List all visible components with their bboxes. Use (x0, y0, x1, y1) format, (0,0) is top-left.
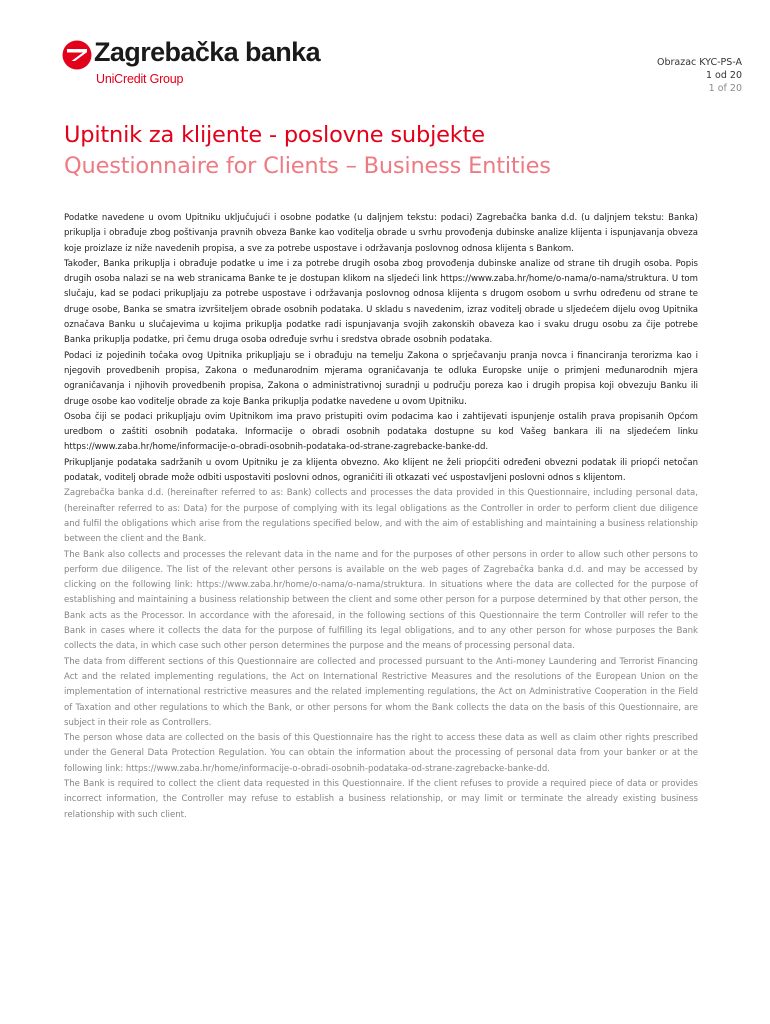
paragraph-en-2: The Bank also collects and processes the relevant data in the name and for the purposes of other persons in order to allow such other persons to perform due diligence. The list of the relevant other persons is available on the web pages of Zagrebačka banka d.d. and may be accessed by clicking on the following link: https://www.zaba.hr/home/o-nama/o-nama/struktura. In situations where the data are collected for the purpose of establishing and maintaining a business relationship between the client and some other person for a purpose determined by that other person, the Bank acts as the Processor. In accordance with the aforesaid, in the following sections of this Questionnaire the term Controller will refer to the Bank in cases where it collects the data for the purpose of fulfilling its legal obligations, and to any other person for whose purposes the Bank collects the data, in which case such other person determines the purpose and the means of processing personal data. (64, 549, 698, 652)
privacy-notice (64, 211, 698, 823)
page-number-hr: 1 od 20 (705, 70, 742, 81)
paragraph-hr-1: Podatke navedene u ovom Upitniku uključujući i osobne podatke (u daljnjem tekstu: podaci) Zagrebačka banka d.d. (u daljnjem tekstu: Banka) prikuplja i obrađuje zbog poštivanja pravnih obveza Banke kao voditelja obrade u svrhu provođenja dubinske analize klijenta i ispunjavanja obveza koje proizlaze iz niže navedenih propisa, a sve za potrebe uspostave i održavanja poslovnog odnosa klijenta s Bankom. (64, 213, 698, 254)
paragraph-hr-3: Podaci iz pojedinih točaka ovog Upitnika prikupljaju se i obrađuju na temelju Zakona o sprječavanju pranja novca i financiranja terorizma kao i njegovih provedbenih propisa, Zakona o međunarodnim mjerama ograničavanja te odluka Europske unije o primjeni međunarodnih mjera ograničavanja i njihovih provedbenih propisa, Zakona o administrativnoj suradnji u području poreza kao i drugih propisa koji obvezuju Banku ili druge osobe kao voditelje obrade za koje Banka prikuplja podatke navedene u ovom Upitniku. (64, 350, 698, 407)
paragraph-en-4: The person whose data are collected on the basis of this Questionnaire has the right to access these data as well as claim other rights prescribed under the General Data Protection Regulation. You can obtain the information about the processing of personal data from your banker or at the following link: https://www.zaba.hr/home/informacije-o-obradi-osobnih-podataka-od-strane-zagrebacke-banke-dd. (64, 733, 698, 774)
unicredit-logo-icon (62, 40, 92, 70)
page-number-en: 1 of 20 (708, 83, 742, 94)
form-code: Obrazac KYC-PS-A (657, 57, 742, 68)
paragraph-en-5: The Bank is required to collect the client data requested in this Questionnaire. If the client refuses to provide a required piece of data or provides incorrect information, the Controller may refuse to establish a business relationship, or may limit or terminate the already existing business relationship with such client. (64, 778, 698, 820)
page-title-en: Questionnaire for Clients – Business Entities (64, 153, 551, 179)
form-meta (657, 56, 742, 95)
paragraph-hr-4: Osoba čiji se podaci prikupljaju ovim Upitnikom ima pravo pristupiti ovim podacima kao i zahtijevati ispunjenje ostalih prava propisanih Općom uredbom o zaštiti osobnih podataka. Informacije o obradi osobnih podataka dostupne su kod Vašeg bankara ili na sljedećem linku https://www.zaba.hr/home/informacije-o-obradi-osobnih-podataka-od-strane-zagrebacke-banke-dd. (64, 411, 698, 453)
paragraph-en-1: Zagrebačka banka d.d. (hereinafter referred to as: Bank) collects and processes the data provided in this Questionnaire, including personal data, (hereinafter referred to as: Data) for the purpose of complying with its legal obligations as the Controller in order to perform client due diligence and fulfil the obligations which arise from the regulations specified below, and with the aim of establishing and maintaining a business relationship between the client and the Bank. (64, 488, 698, 545)
paragraph-en-3: The data from different sections of this Questionnaire are collected and processed pursuant to the Anti-money Laundering and Terrorist Financing Act and the related implementing regulations, the Act on International Restrictive Measures and the resolutions of the European Union on the implementation of international restrictive measures and the related implementing regulations, the Act on Administrative Cooperation in the Field of Taxation and other regulations to which the Bank, or other persons for whom the Bank collects the data on the basis of this Questionnaire, are subject in their role as Controllers. (64, 656, 698, 728)
bank-logo (62, 38, 362, 88)
page-title-hr: Upitnik za klijente - poslovne subjekte (64, 122, 485, 148)
paragraph-hr-5: Prikupljanje podataka sadržanih u ovom Upitniku je za klijenta obvezno. Ako klijent ne želi priopćiti određeni obvezni podatak ili priopći netočan podatak, voditelj obrade može odbiti uspostaviti poslovni odnos, ograničiti ili otkazati već uspostavljeni poslovni odnos s klijentom. (64, 457, 698, 484)
bank-name: Zagrebačka banka (94, 37, 321, 67)
group-name: UniCredit Group (96, 72, 184, 86)
paragraph-hr-2: Također, Banka prikuplja i obrađuje podatke u ime i za potrebe drugih osoba zbog provođenja dubinske analize od strane tih drugih osoba. Popis drugih osoba nalazi se na web stranicama Banke te je dostupan klikom na sljedeći link https://www.zaba.hr/home/o-nama/o-nama/struktura. U tom slučaju, kad se podaci prikupljaju za potrebe uspostave i održavanja poslovnog odnosa klijenta s drugom osobom u svrhu određenu od strane te druge osobe, Banka se smatra izvršiteljem obrade osobnih podataka. U skladu s navedenim, izraz voditelj obrade u sljedećem dijelu ovog Upitnika označava Banku u slučajevima u kojima prikuplja podatke radi ispunjavanja svojih zakonskih obaveza kao i svaku drugu osobu za čije potrebe Banka prikuplja podatke, pri čemu druga osoba određuje svrhu i sredstva obrade osobnih podataka. (64, 258, 698, 346)
